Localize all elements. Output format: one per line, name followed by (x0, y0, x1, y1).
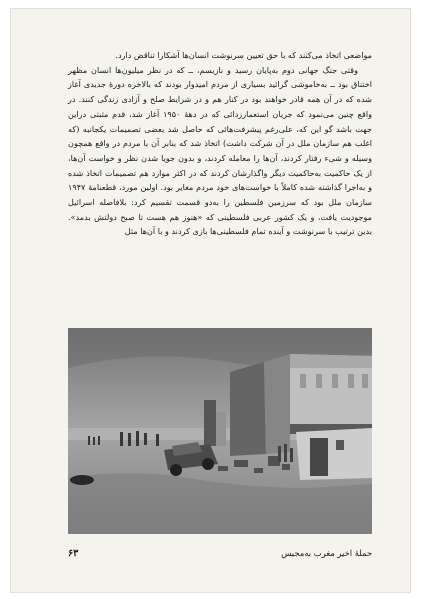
scanned-page (10, 8, 411, 593)
running-title: حملهٔ اخیر مغرب به‌مجیس (281, 548, 372, 558)
page-number: ۶۳ (68, 548, 79, 559)
article-body (68, 48, 372, 239)
paragraph-1: مواضعی اتخاذ می‌کنند که با حق تعیین سرنوشت انسان‌ها آشکارا تناقض دارد. (115, 50, 372, 60)
paragraph-2: وقتی جنگ جهانی دوم به‌پایان رسید و نازیسم، ــ که در نظر میلیون‌ها انسان مظهر اختناق بود ــ به‌خاموشی گرائید بسیاری از مردم امیدوار بودند که بالاخره دورهٔ جدیدی آغاز شده که در آن همه قادر خواهند بود در کنار هم و در شرایط صلح و آزادی زندگی کنند. در واقع چنین می‌نمود که جریان استعمارزدائی که در دههٔ ۱۹۵۰ آغاز شد، قدم مثبتی دراین جهت باشد گو این که، علی‌رغم پیشرفت‌هائی که حاصل شد بعضی تصمیمات یکجانبه (که اغلب هم سازمان ملل در آن شرکت داشت) اتخاذ شد که بنابر آن با مردم در واقع همچون وسیله و شیء رفتار کردند، آن‌ها را معامله کردند، و بدون جویا شدن نظر و خواست آن‌ها، از یک حاکمیت به‌حاکمیت دیگر واگذارشان کردند که در اکثر موارد هم تصمیمات اتخاذ شده و به‌اجرا گذاشته شده کاملاً با خواست‌های خود مردم مغایر بود. اولین مورد، قطعنامهٔ ۱۹۴۷ سازمان ملل بود که سرزمین فلسطین را به‌دو قسمت تقسیم کرد: بلافاصله اسرائیل موجودیت یافت، و یک کشور عربی فلسطینی که «هنوز هم هست تا صبح دولتش بدمد». بدین ترتیب با سرنوشت و آینده تمام فلسطینی‌ها بازی کردند و با آن‌ها مثل (68, 64, 372, 237)
photo-illustration (68, 328, 372, 534)
war-ruins-photograph (68, 328, 372, 534)
